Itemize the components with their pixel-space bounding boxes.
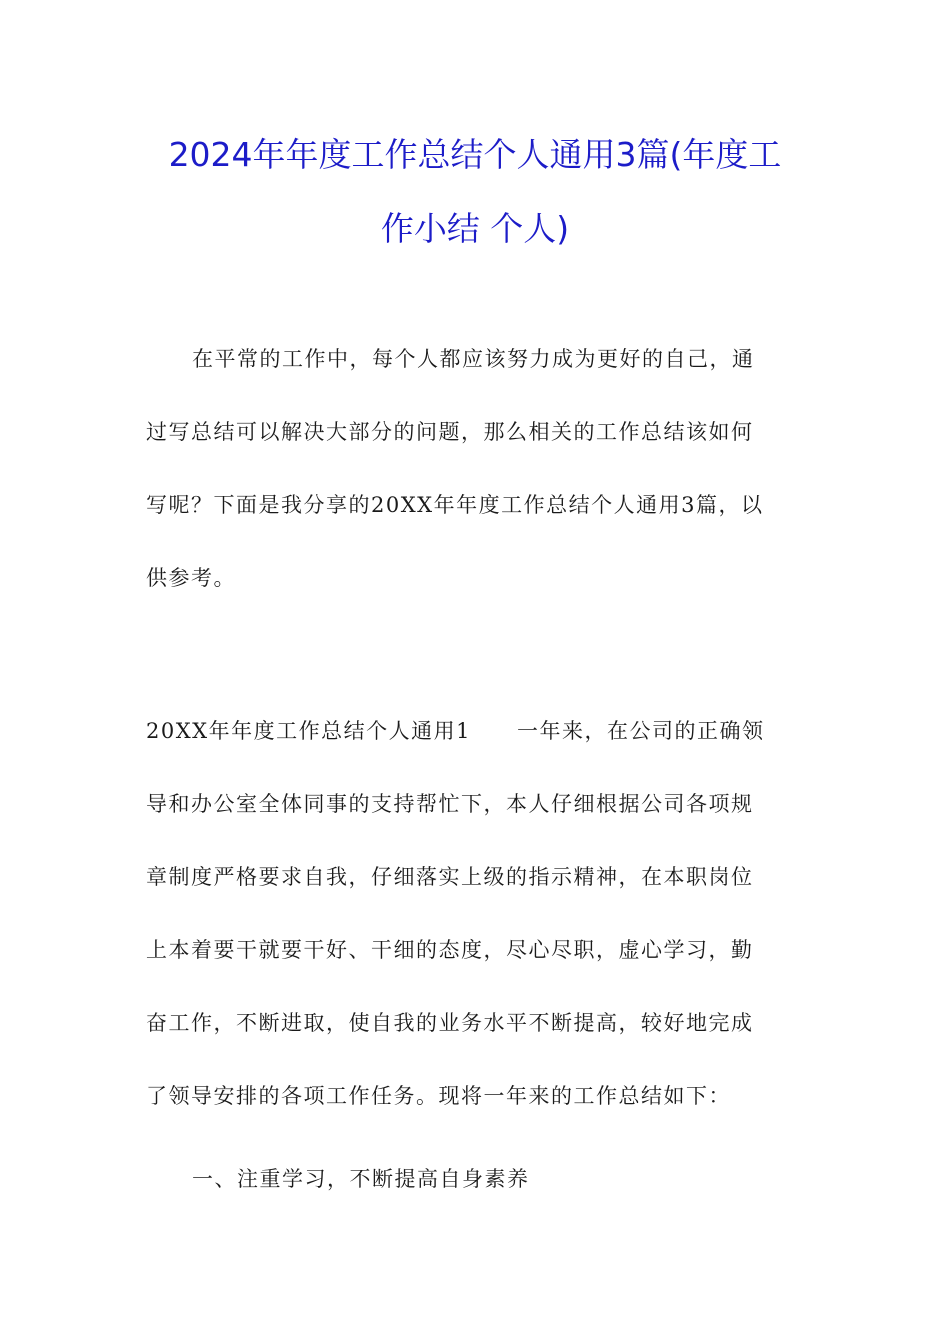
title-line-2: 作小结 个人)	[380, 209, 570, 248]
section-1-line: 了领导安排的各项工作任务。现将一年来的工作总结如下：	[146, 1084, 731, 1108]
intro-line: 过写总结可以解决大部分的问题，那么相关的工作总结该如何	[146, 420, 754, 444]
intro-line: 在平常的工作中，每个人都应该努力成为更好的自己，通	[192, 347, 755, 371]
subheading-1-text: 一、注重学习，不断提高自身素养	[192, 1167, 530, 1191]
intro-paragraph	[146, 323, 806, 615]
section-1-line: 章制度严格要求自我，仔细落实上级的指示精神，在本职岗位	[146, 865, 754, 889]
section-1-first-text: 一年来，在公司的正确领	[516, 719, 765, 743]
section-1-first-line	[146, 695, 806, 768]
section-1-line: 导和办公室全体同事的支持帮忙下，本人仔细根据公司各项规	[146, 792, 754, 816]
section-1-line: 上本着要干就要干好、干细的态度，尽心尽职，虚心学习，勤	[146, 938, 754, 962]
section-1-label: 20XX年年度工作总结个人通用1	[146, 719, 471, 743]
section-1-line: 奋工作，不断进取，使自我的业务水平不断提高，较好地完成	[146, 1011, 754, 1035]
subheading-1	[146, 1143, 806, 1216]
intro-line: 写呢？下面是我分享的20XX年年度工作总结个人通用3篇，以	[146, 493, 764, 517]
section-1-paragraph	[146, 695, 806, 1133]
title-line-1: 2024年年度工作总结个人通用3篇(年度工	[168, 135, 782, 174]
intro-line: 供参考。	[146, 566, 236, 590]
document-title	[120, 118, 830, 266]
